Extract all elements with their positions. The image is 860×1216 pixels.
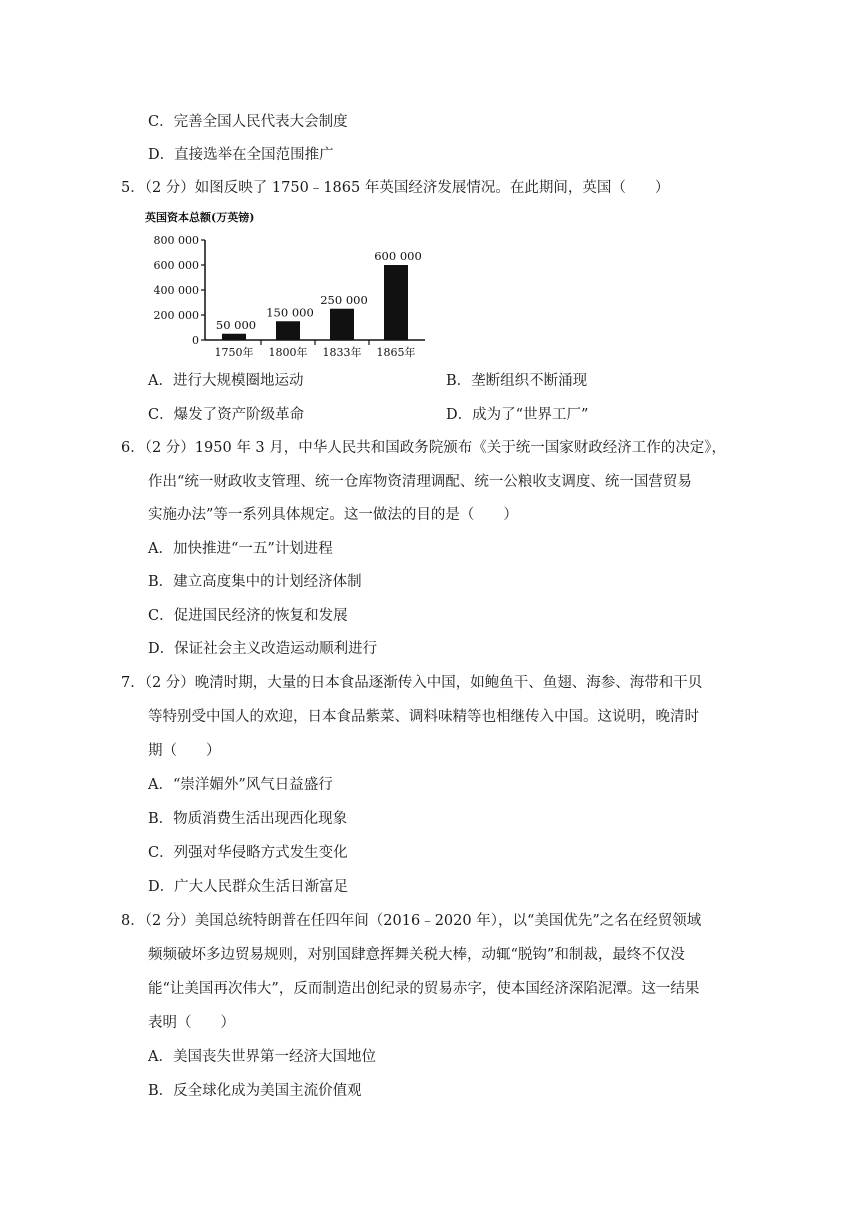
q6-stem-line2: 作出“统一财政收支管理、统一仓库物资清理调配、统一公粮收支调度、统一国营贸易	[148, 474, 692, 490]
chart-svg	[143, 208, 425, 360]
q7-option-a: A．“崇洋媚外”风气日益盛行	[148, 777, 333, 793]
q7-stem-line3: 期（ ）	[148, 743, 221, 759]
q7-option-d: D．广大人民群众生活日渐富足	[148, 879, 349, 895]
q6-stem-line3: 实施办法”等一系列具体规定。这一做法的目的是（ ）	[148, 507, 518, 523]
q5-option-a: A．进行大规模圈地运动	[148, 373, 304, 389]
q7-option-c: C．列强对华侵略方式发生变化	[148, 845, 348, 861]
q8-stem-line1: 8．（2 分）美国总统特朗普在任四年间（2016﹣2020 年），以“美国优先”之名在经贸领域	[121, 913, 702, 929]
x-tick-label: 1865年	[376, 346, 416, 359]
chart-title: 英国资本总额(万英镑)	[145, 211, 255, 224]
q7-stem-line1: 7．（2 分）晚清时期，大量的日本食品逐渐传入中国，如鲍鱼干、鱼翅、海参、海带和干贝	[121, 675, 703, 691]
q5-option-b: B．垄断组织不断涌现	[446, 373, 588, 389]
q5-stem: 5．（2 分）如图反映了 1750﹣1865 年英国经济发展情况。在此期间，英国（ ）	[121, 180, 670, 196]
q6-option-c: C．促进国民经济的恢复和发展	[148, 608, 348, 624]
y-tick-label: 800 000	[153, 234, 199, 247]
q8-stem-line2: 频频破坏多边贸易规则，对别国肆意挥舞关税大棒，动辄“脱钩”和制裁，最终不仅没	[148, 947, 685, 963]
q6-stem-line1: 6．（2 分）1950 年 3 月，中华人民共和国政务院颁布《关于统一国家财政经济工作的决定》，	[121, 440, 727, 456]
q6-option-d: D．保证社会主义改造运动顺利进行	[148, 641, 378, 657]
q8-stem-line3: 能“让美国再次伟大”，反而制造出创纪录的贸易赤字，使本国经济深陷泥潭。这一结果	[148, 981, 700, 997]
x-tick-label: 1750年	[214, 346, 254, 359]
q6-option-b: B．建立高度集中的计划经济体制	[148, 574, 362, 590]
y-tick-label: 200 000	[153, 309, 199, 322]
q8-stem-line4: 表明（ ）	[148, 1015, 235, 1031]
bar-value-label: 250 000	[320, 292, 368, 307]
q7-stem-line2: 等特别受中国人的欢迎，日本食品紫菜、调料味精等也相继传入中国。这说明，晚清时	[148, 709, 699, 725]
q4-option-c: C．完善全国人民代表大会制度	[148, 114, 348, 130]
bar-value-label: 50 000	[215, 317, 257, 332]
x-tick-label: 1833年	[322, 346, 362, 359]
y-tick-label: 0	[192, 334, 199, 347]
q4-option-d: D．直接选举在全国范围推广	[148, 147, 334, 163]
x-tick-label: 1800年	[268, 346, 308, 359]
bar-value-label: 600 000	[374, 249, 422, 263]
bar	[330, 309, 354, 340]
q8-option-b: B．反全球化成为美国主流价值观	[148, 1083, 362, 1099]
bar	[276, 321, 300, 340]
q8-option-a: A．美国丧失世界第一经济大国地位	[148, 1049, 376, 1065]
bar	[222, 334, 246, 340]
q5-option-c: C．爆发了资产阶级革命	[148, 407, 305, 423]
capital-bar-chart	[143, 208, 425, 360]
q6-option-a: A．加快推进“一五”计划进程	[148, 541, 333, 557]
bar	[384, 265, 408, 340]
y-tick-label: 400 000	[153, 284, 199, 297]
q7-option-b: B．物质消费生活出现西化现象	[148, 811, 348, 827]
bar-value-label: 150 000	[266, 305, 314, 320]
q5-option-d: D．成为了“世界工厂”	[446, 407, 589, 423]
y-tick-label: 600 000	[153, 259, 199, 272]
